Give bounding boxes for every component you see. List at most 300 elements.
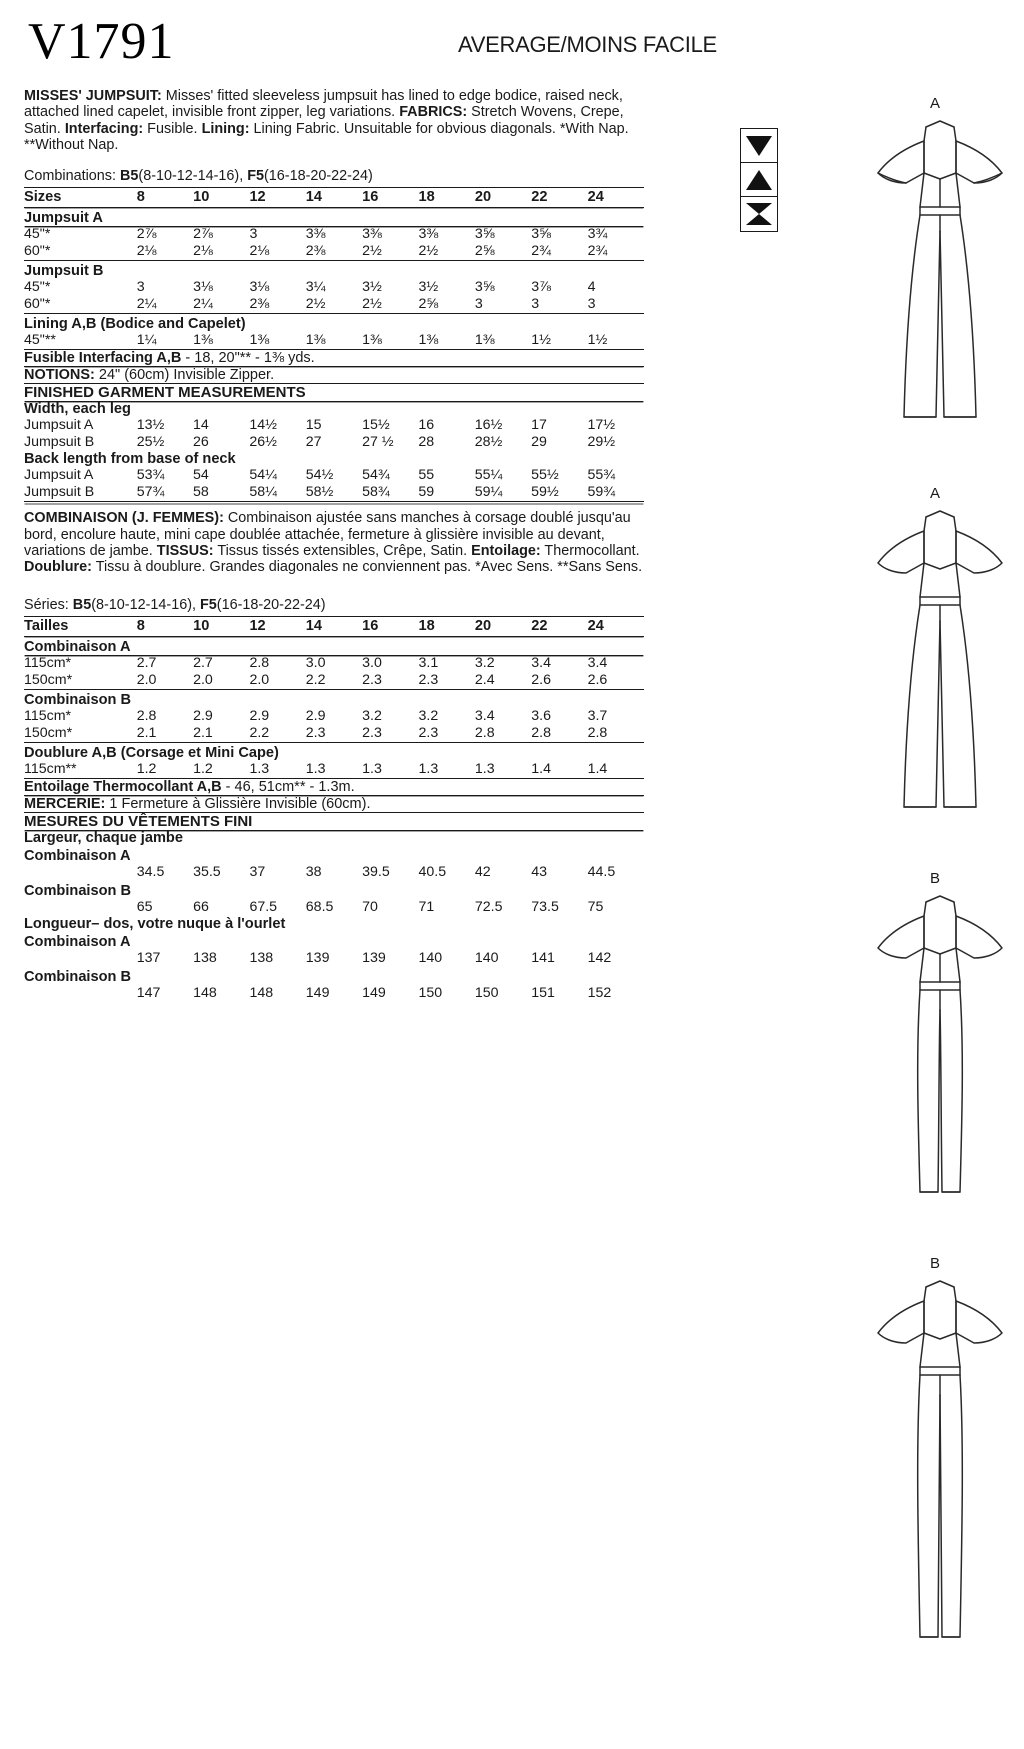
english-fabrics-body: Stretch Wovens, Crepe, Satin. xyxy=(24,104,624,137)
row-text: Entoilage Thermocollant A,B - 46, 51cm** - 1.3m. xyxy=(24,778,355,795)
row-text: MESURES DU VÊTEMENTS FINI xyxy=(24,812,253,830)
cell-value: 29½ xyxy=(587,433,616,450)
french-desc-title: COMBINAISON (J. FEMMES): xyxy=(24,510,224,527)
cell-value: 1.3 xyxy=(418,760,439,777)
table-row xyxy=(24,467,644,484)
cell-value: 141 xyxy=(531,949,555,966)
cell-value: 3⅜ xyxy=(305,225,326,242)
cell-value: 2.6 xyxy=(531,671,551,688)
cell-value: 2.3 xyxy=(362,724,382,741)
backlength-title-row xyxy=(24,916,644,932)
combination-f5-sizes: (16-18-20-22-24) xyxy=(263,167,373,184)
cell-value: 2.8 xyxy=(587,724,608,741)
cell-value: 2⅛ xyxy=(136,242,157,259)
row-label: 115cm** xyxy=(24,760,77,777)
cell-value: 44.5 xyxy=(587,863,616,880)
cell-value: 27 xyxy=(305,433,322,450)
french-doublure-body: Tissu à doublure. Grandes diagonales ne conviennent pas. *Avec Sens. **Sans Sens. xyxy=(91,559,643,576)
cell-value: 1.3 xyxy=(474,760,495,777)
cell-value: 140 xyxy=(418,949,443,966)
cell-value: 27 ½ xyxy=(362,433,394,450)
table-row xyxy=(24,243,644,261)
cell-value: 18 xyxy=(418,188,435,205)
figure-a-front xyxy=(860,95,1020,435)
table-row xyxy=(24,899,644,916)
illustration-jumpsuit-a-back xyxy=(860,485,1020,825)
cell-value: 2.0 xyxy=(136,671,157,688)
row-label: 60"* xyxy=(24,242,51,259)
cell-value: 2.3 xyxy=(305,724,326,741)
cell-value: 24 xyxy=(587,188,604,205)
cell-value: 2.7 xyxy=(136,654,157,671)
cell-value: 3.4 xyxy=(587,654,608,671)
cell-value: 3⅝ xyxy=(531,225,551,242)
cell-value: 16 xyxy=(362,617,379,634)
cell-value: 39.5 xyxy=(362,863,390,880)
combination-f5-code: F5 xyxy=(247,167,264,184)
cell-value: 1.2 xyxy=(136,760,157,777)
cell-value: 59 xyxy=(418,483,435,500)
english-fabrics-label: FABRICS: xyxy=(399,104,468,121)
group-title-row xyxy=(24,689,644,708)
cell-value: 148 xyxy=(193,984,217,1001)
cell-value: 10 xyxy=(193,188,210,205)
row-text: Back length from base of neck xyxy=(24,450,236,467)
cell-value: 2⅝ xyxy=(474,242,495,259)
french-entoilage-body: Thermocollant. xyxy=(540,542,640,559)
cell-value: 3⅛ xyxy=(193,278,213,295)
cell-value: 3⅝ xyxy=(474,278,495,295)
row-text: MERCERIE: 1 Fermeture à Glissière Invisible (60cm). xyxy=(24,795,371,812)
cell-value: 137 xyxy=(136,949,161,966)
cell-value: 1.3 xyxy=(362,760,382,777)
cell-value: 58½ xyxy=(305,483,334,500)
group-title-row xyxy=(24,260,644,279)
illustration-jumpsuit-b-back xyxy=(860,1255,1020,1655)
cell-value: 147 xyxy=(136,984,161,1001)
cell-value: 2¾ xyxy=(531,242,551,259)
series-b5-sizes: (8-10-12-14-16), xyxy=(91,596,200,613)
cell-value: 2½ xyxy=(362,295,382,312)
cell-value: 2⅜ xyxy=(305,242,326,259)
cell-value: 2.7 xyxy=(193,654,213,671)
cell-value: 65 xyxy=(136,898,153,915)
cell-value: 25½ xyxy=(136,433,165,450)
table-row xyxy=(24,655,644,672)
english-extra-table xyxy=(24,349,644,504)
row-label: Jumpsuit A xyxy=(24,466,94,483)
cell-value: 26 xyxy=(193,433,209,450)
cell-value: 37 xyxy=(249,863,266,880)
finished-title-row xyxy=(24,812,644,830)
finished-title-row xyxy=(24,383,644,401)
cell-value: 2.8 xyxy=(249,654,270,671)
cell-value: 14 xyxy=(193,416,209,433)
cell-value: 3⅞ xyxy=(531,278,551,295)
cell-value: 1¼ xyxy=(136,331,157,348)
cell-value: 68.5 xyxy=(305,898,334,915)
interfacing-row xyxy=(24,349,644,366)
view-letter-b-back: B xyxy=(930,1255,941,1272)
cell-value: 3¾ xyxy=(587,225,608,242)
cell-value: 148 xyxy=(249,984,274,1001)
cell-value: 8 xyxy=(136,188,145,205)
row-text: Jumpsuit A xyxy=(24,209,103,226)
interfacing-row xyxy=(24,778,644,795)
cell-value: 3.2 xyxy=(474,654,495,671)
table-row xyxy=(24,296,644,314)
cell-value: 58¾ xyxy=(362,483,390,500)
table-row xyxy=(24,985,644,1002)
cell-value: 139 xyxy=(305,949,330,966)
nap-direction-icons xyxy=(740,128,778,232)
row-label xyxy=(24,950,137,967)
row-text: Combinaison A xyxy=(24,638,131,655)
cell-value: 55¼ xyxy=(474,466,503,483)
table-row xyxy=(24,761,644,778)
cell-value: 13½ xyxy=(136,416,165,433)
notions-row xyxy=(24,795,644,812)
cell-value: 54 xyxy=(193,466,209,483)
sizes-header-row xyxy=(24,616,644,636)
french-tissus-label: TISSUS: xyxy=(156,542,214,559)
cell-value: 2.3 xyxy=(418,724,439,741)
cell-value: 3⅜ xyxy=(418,225,439,242)
cell-value: 2.8 xyxy=(531,724,551,741)
cell-value: 2.9 xyxy=(305,707,326,724)
cell-value: 1.4 xyxy=(531,760,551,777)
cell-value: 58¼ xyxy=(249,483,278,500)
combinations-label: Combinations: xyxy=(24,167,120,184)
figure-b-back xyxy=(860,1255,1020,1655)
cell-value: 20 xyxy=(474,617,492,634)
cell-value: 16 xyxy=(418,416,435,433)
table-row xyxy=(24,708,644,725)
row-text: Longueur– dos, votre nuque à l'ourlet xyxy=(24,915,286,932)
cell-value: 12 xyxy=(249,617,266,634)
row-label: Combinaison A xyxy=(24,847,131,864)
english-interfacing-label: Interfacing: xyxy=(64,120,144,137)
cell-value: 22 xyxy=(531,188,548,205)
cell-value: 29 xyxy=(531,433,547,450)
cell-value: 3.1 xyxy=(418,654,439,671)
cell-value: 2.0 xyxy=(193,671,213,688)
cell-value: 66 xyxy=(193,898,209,915)
cell-value: 2.3 xyxy=(362,671,382,688)
cell-value: 1½ xyxy=(531,331,551,348)
row-label: 150cm* xyxy=(24,724,73,741)
combination-b5-code: B5 xyxy=(120,167,139,184)
cell-value: 2.4 xyxy=(474,671,495,688)
cell-value: 2.0 xyxy=(249,671,270,688)
cell-value: 55½ xyxy=(531,466,559,483)
french-yardage-table xyxy=(24,616,644,778)
cell-value: 54¾ xyxy=(362,466,390,483)
cell-value: 17½ xyxy=(587,416,616,433)
cell-value: 152 xyxy=(587,984,612,1001)
cell-value: 16½ xyxy=(474,416,503,433)
cell-value: 2.8 xyxy=(474,724,495,741)
table-row xyxy=(24,672,644,690)
difficulty-label: AVERAGE/MOINS FACILE xyxy=(458,32,717,57)
series-label: Séries: xyxy=(24,596,73,613)
cell-value: 2⅛ xyxy=(249,242,270,259)
cell-value: 1.2 xyxy=(193,760,213,777)
group-title-row xyxy=(24,881,644,899)
cell-value: 55 xyxy=(418,466,435,483)
series-b5-code: B5 xyxy=(72,596,92,613)
cell-value: 2.9 xyxy=(193,707,213,724)
cell-value: 67.5 xyxy=(249,898,278,915)
row-text: Jumpsuit B xyxy=(24,262,104,279)
cell-value: 53¾ xyxy=(136,466,165,483)
cell-value: 140 xyxy=(474,949,499,966)
width-title-row xyxy=(24,830,644,846)
group-title-row xyxy=(24,636,644,655)
cell-value: 2⅞ xyxy=(136,225,157,242)
cell-value: 2½ xyxy=(305,295,326,312)
row-text: Largeur, chaque jambe xyxy=(24,829,183,846)
cell-value: 1⅜ xyxy=(305,331,326,348)
page-title: V1791 xyxy=(28,13,175,70)
cell-value: 18 xyxy=(418,617,435,634)
cell-value: 2.1 xyxy=(193,724,213,741)
cell-value: 3 xyxy=(474,295,483,312)
english-lining-label: Lining: xyxy=(201,120,250,137)
cell-value: 1.3 xyxy=(305,760,326,777)
cell-value: 26½ xyxy=(249,433,278,450)
cell-value: 59¼ xyxy=(474,483,503,500)
group-title-row xyxy=(24,846,644,864)
cell-value: 150 xyxy=(418,984,443,1001)
cell-value: 3.7 xyxy=(587,707,608,724)
cell-value: 2½ xyxy=(362,242,382,259)
cell-value: 54½ xyxy=(305,466,334,483)
group-title-row xyxy=(24,207,644,226)
row-text: Combinaison B xyxy=(24,691,132,708)
cell-value: 2⅞ xyxy=(193,225,213,242)
cell-value: 1⅜ xyxy=(418,331,439,348)
table-row xyxy=(24,434,644,451)
notions-row xyxy=(24,366,644,383)
figure-a-back xyxy=(860,485,1020,825)
table-row xyxy=(24,417,644,434)
english-description xyxy=(24,88,644,154)
cell-value: 28½ xyxy=(474,433,503,450)
cell-value: 16 xyxy=(362,188,379,205)
cell-value: 142 xyxy=(587,949,612,966)
cell-value: 1⅜ xyxy=(249,331,270,348)
cell-value: 2.2 xyxy=(249,724,270,741)
row-label xyxy=(24,985,137,1002)
cell-value: 59½ xyxy=(531,483,559,500)
row-label xyxy=(24,899,137,916)
illustration-jumpsuit-a-front xyxy=(860,95,1020,435)
cell-value: 1⅜ xyxy=(362,331,382,348)
view-letter-a-front: A xyxy=(930,95,941,112)
english-desc-body1: Misses' fitted sleeveless jumpsuit has lined to edge bodice, raised neck, attached lined capelet, invisible front zipper, leg variations. xyxy=(24,88,623,121)
figure-b-front xyxy=(860,870,1020,1210)
sizes-header-row xyxy=(24,187,644,207)
english-interfacing-body: Fusible. xyxy=(143,120,202,137)
row-text: Lining A,B (Bodice and Capelet) xyxy=(24,315,246,332)
cell-value: 42 xyxy=(474,863,491,880)
cell-value: 55¾ xyxy=(587,466,616,483)
header xyxy=(28,14,728,70)
triangle-down-icon xyxy=(741,129,777,163)
cell-value: 1⅜ xyxy=(193,331,213,348)
cell-value: 2.6 xyxy=(587,671,608,688)
group-title-row xyxy=(24,313,644,332)
cell-value: 2¾ xyxy=(587,242,608,259)
cell-value: 151 xyxy=(531,984,555,1001)
cell-value: 3½ xyxy=(418,278,439,295)
row-label: 150cm* xyxy=(24,671,73,688)
row-label: 115cm* xyxy=(24,654,72,671)
cell-value: 14 xyxy=(305,188,323,205)
content-column xyxy=(24,88,644,1002)
table-row xyxy=(24,226,644,243)
cell-value: 2⅛ xyxy=(193,242,213,259)
english-lining-body: Lining Fabric. Unsuitable for obvious diagonals. *With Nap. **Without Nap. xyxy=(24,120,629,154)
cell-value: 3 xyxy=(136,278,145,295)
cell-value: 38 xyxy=(305,863,322,880)
row-label: 60"* xyxy=(24,295,51,312)
group-title-row xyxy=(24,932,644,950)
cell-value: 73.5 xyxy=(531,898,559,915)
row-label: 115cm* xyxy=(24,707,72,724)
table-row xyxy=(24,484,644,502)
cell-value: 3.0 xyxy=(305,654,326,671)
cell-value: 1½ xyxy=(587,331,608,348)
cell-value: 17 xyxy=(531,416,547,433)
cell-value: 28 xyxy=(418,433,435,450)
table-row xyxy=(24,950,644,967)
cell-value: 10 xyxy=(193,617,210,634)
cell-value: 3 xyxy=(249,225,258,242)
english-combinations xyxy=(24,168,644,187)
cell-value: 138 xyxy=(193,949,217,966)
row-label: 45"* xyxy=(24,278,51,295)
french-desc-body1: Combinaison ajustée sans manches à corsage doublé jusqu'au bord, encolure haute, mini cape doublée attachée, fermeture à glissière invisible au devant, variations de jambe. xyxy=(24,510,631,559)
view-letter-b-front: B xyxy=(930,870,941,887)
cell-value: 3.2 xyxy=(418,707,439,724)
cell-value: 54¼ xyxy=(249,466,278,483)
row-label: Jumpsuit B xyxy=(24,433,95,450)
view-letter-a-back: A xyxy=(930,485,941,502)
cell-value: 3.6 xyxy=(531,707,551,724)
group-title-row xyxy=(24,742,644,761)
triangle-up-icon xyxy=(741,163,777,197)
row-label: Jumpsuit A xyxy=(24,416,94,433)
backlength-title-row xyxy=(24,451,644,467)
cell-value: 20 xyxy=(474,188,492,205)
cell-value: 4 xyxy=(587,278,596,295)
combination-b5-sizes: (8-10-12-14-16), xyxy=(138,167,248,184)
cell-value: 138 xyxy=(249,949,274,966)
french-series xyxy=(24,597,644,616)
cell-value: 24 xyxy=(587,617,604,634)
table-row xyxy=(24,279,644,296)
group-title-row xyxy=(24,967,644,985)
row-label: 45"** xyxy=(24,331,56,348)
cell-value: 75 xyxy=(587,898,604,915)
row-label: Sizes xyxy=(24,188,62,205)
illustration-jumpsuit-b-front xyxy=(860,870,1020,1210)
cell-value: 14½ xyxy=(249,416,278,433)
series-f5-code: F5 xyxy=(199,596,217,613)
table-row xyxy=(24,332,644,349)
row-label: Jumpsuit B xyxy=(24,483,95,500)
cell-value: 1.3 xyxy=(249,760,270,777)
cell-value: 3.2 xyxy=(362,707,382,724)
french-tissus-body: Tissus tissés extensibles, Crêpe, Satin. xyxy=(213,542,472,559)
cell-value: 34.5 xyxy=(136,863,165,880)
row-text: FINISHED GARMENT MEASUREMENTS xyxy=(24,383,306,401)
hourglass-icon xyxy=(741,197,777,231)
cell-value: 3¼ xyxy=(305,278,326,295)
cell-value: 3⅛ xyxy=(249,278,270,295)
cell-value: 139 xyxy=(362,949,386,966)
cell-value: 8 xyxy=(136,617,145,634)
cell-value: 40.5 xyxy=(418,863,447,880)
cell-value: 149 xyxy=(305,984,330,1001)
cell-value: 2⅝ xyxy=(418,295,439,312)
cell-value: 2.9 xyxy=(249,707,270,724)
french-description xyxy=(24,510,644,576)
cell-value: 1.4 xyxy=(587,760,608,777)
cell-value: 22 xyxy=(531,617,548,634)
cell-value: 72.5 xyxy=(474,898,503,915)
row-label: Combinaison A xyxy=(24,933,131,950)
row-text: Doublure A,B (Corsage et Mini Cape) xyxy=(24,744,279,761)
cell-value: 3 xyxy=(531,295,540,312)
cell-value: 3 xyxy=(587,295,596,312)
cell-value: 57¾ xyxy=(136,483,165,500)
row-text: Width, each leg xyxy=(24,400,131,417)
cell-value: 2.3 xyxy=(418,671,439,688)
row-label: Combinaison B xyxy=(24,968,132,985)
row-label: 45"* xyxy=(24,225,51,242)
cell-value: 71 xyxy=(418,898,435,915)
cell-value: 2.1 xyxy=(136,724,157,741)
cell-value: 2.8 xyxy=(136,707,157,724)
table-row xyxy=(24,725,644,743)
cell-value: 3.4 xyxy=(474,707,495,724)
cell-value: 3.0 xyxy=(362,654,382,671)
row-text: Fusible Interfacing A,B - 18, 20"** - 1⅜ yds. xyxy=(24,349,315,366)
series-f5-sizes: (16-18-20-22-24) xyxy=(216,596,326,613)
cell-value: 58 xyxy=(193,483,209,500)
cell-value: 3½ xyxy=(362,278,382,295)
cell-value: 12 xyxy=(249,188,266,205)
cell-value: 149 xyxy=(362,984,386,1001)
cell-value: 2⅜ xyxy=(249,295,270,312)
table-row xyxy=(24,864,644,881)
french-doublure-label: Doublure: xyxy=(24,559,92,576)
cell-value: 150 xyxy=(474,984,499,1001)
cell-value: 2¼ xyxy=(136,295,157,312)
cell-value: 15½ xyxy=(362,416,390,433)
width-title-row xyxy=(24,401,644,417)
english-yardage-table xyxy=(24,187,644,349)
cell-value: 14 xyxy=(305,617,323,634)
row-label xyxy=(24,864,137,881)
cell-value: 2¼ xyxy=(193,295,213,312)
french-entoilage-label: Entoilage: xyxy=(471,542,541,559)
cell-value: 2½ xyxy=(418,242,439,259)
row-label: Tailles xyxy=(24,617,69,634)
